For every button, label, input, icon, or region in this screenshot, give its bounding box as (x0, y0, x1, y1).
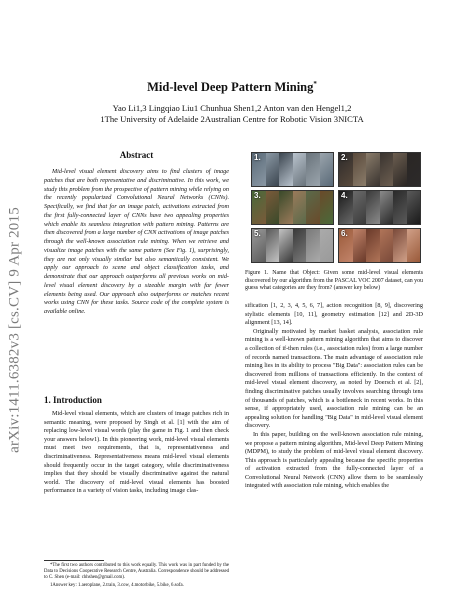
patch-image (306, 229, 320, 262)
patch-image (380, 153, 394, 186)
author-affiliations: 1The University of Adelaide 2Australian Centre for Robotic Vision 3NICTA (100, 114, 364, 124)
footnote-answer-key: 1Answer key: 1.aeroplane, 2.train, 3.cow, 4.motorbike, 5.bike, 6.sofa. (50, 582, 184, 588)
title-footnote-mark: * (313, 80, 317, 88)
patch-image (407, 153, 421, 186)
patch-image (266, 229, 280, 262)
patch-image (293, 229, 307, 262)
abstract-section (44, 150, 229, 317)
patch-image (279, 191, 293, 224)
panel-number: 1. (254, 153, 261, 162)
arxiv-id: arXiv:1411.6382v3 [cs.CV] 9 Apr 2015 (6, 207, 23, 453)
patch-image (393, 191, 407, 224)
right-paragraph: In this paper, building on the well-known association rule mining, we propose a pattern mining algorithm, Mid-level Deep Pattern Mining (MDPM), to study the problem of mid-level visual element discovery. This approach is particularly appealing because the specific properties of activation extracted from the fully-connected layer of a Convolutional Neural Network (CNN) allow them to be seamlessly integrated with association rule mining, which enables the (245, 430, 423, 490)
patch-image (393, 229, 407, 262)
figure-caption: Figure 1. Name that Object: Given some mid-level visual elements discovered by our algorithm from the PASCAL VOC 2007 dataset, can you guess what categories are they from? (answer key below) (245, 270, 423, 292)
intro-section (44, 410, 229, 496)
panel-number: 5. (254, 229, 261, 238)
patch-image (279, 229, 293, 262)
intro-heading: 1. Introduction (44, 395, 102, 405)
figure-1 (245, 150, 423, 266)
patch-image (366, 229, 380, 262)
intro-paragraph: Mid-level visual elements, which are clusters of image patches rich in semantic meaning, were proposed by Singh et al. [1] with the aim of replacing low-level visual words (play the game in Fig. 1 and then check your answers below1). In this pioneering work, mid-level visual elements must meet two requirements, that is, representativeness and discriminativeness. Representativeness means mid-level visual elements should frequently occur in the target category, while discriminativeness implies that they should be visually discriminative against the natural world. The discovery of mid-level visual elements has boosted performance in a variety of vision tasks, including image clas- (44, 410, 229, 495)
figure-panel (251, 152, 334, 187)
patch-image (320, 191, 334, 224)
right-column-body (245, 302, 423, 491)
patch-image (407, 229, 421, 262)
patch-image (393, 153, 407, 186)
patch-image (407, 191, 421, 224)
abstract-text: Mid-level visual element discovery aims to find clusters of image patches that are both representative and discriminative. In this work, we study this problem from the prospective of pattern mining while relying on the recently popularized Convolutional Neural Networks (CNNs). Specifically, we find that for an image patch, activations extracted from the first fully-connected layer of CNNs have two appealing properties which enable its seamless integration with pattern mining. Patterns are then discovered from a large number of CNN activations of image patches through the well-known association rule mining. When we retrieve and visualize image patches with the same pattern (See Fig. 1), surprisingly, they are not only visually similar but also semantically consistent. We apply our approach to scene and object classification tasks, and demonstrate that our approach outperforms all previous works on mid-level visual element discovery by a sizeable margin with far fewer elements being used. Our approach also outperforms or matches recent works using CNN for these tasks. Source code of the complete system is available online. (44, 168, 229, 315)
panel-number: 2. (341, 153, 348, 162)
author-names: Yao Li1,3 Lingqiao Liu1 Chunhua Shen1,2 Anton van den Hengel1,2 (112, 103, 352, 113)
figure-panel (338, 152, 421, 187)
patch-image (380, 191, 394, 224)
patch-image (366, 191, 380, 224)
panel-number: 6. (341, 229, 348, 238)
panel-number: 4. (341, 191, 348, 200)
patch-image (320, 153, 334, 186)
patch-image (266, 153, 280, 186)
patch-image (279, 153, 293, 186)
patch-image (266, 191, 280, 224)
paper-title: Mid-level Deep Pattern Mining (147, 80, 314, 95)
patch-image (380, 229, 394, 262)
arxiv-stamp (6, 150, 24, 510)
patch-image (353, 229, 367, 262)
author-block (0, 103, 464, 125)
figure-panel (251, 228, 334, 263)
figure-panel (338, 228, 421, 263)
figure-panel (251, 190, 334, 225)
panel-number: 3. (254, 191, 261, 200)
patch-image (306, 153, 320, 186)
figure-panel (338, 190, 421, 225)
patch-image (320, 229, 334, 262)
patch-image (293, 191, 307, 224)
footnote-rule (44, 560, 104, 561)
patch-image (366, 153, 380, 186)
right-paragraph: sification [1, 2, 3, 4, 5, 6, 7], action recognition [8, 9], discovering stylistic elements [10, 11], geometry estimation [12] and 2D-3D alignment [13, 14]. (245, 302, 423, 327)
patch-image (293, 153, 307, 186)
abstract-heading: Abstract (119, 150, 154, 160)
footnote-equal-contribution: *The first two authors contributed to this work equally. This work was in part funded by the Data to Decisions Cooperative Research Centre, Australia. Correspondence should be addressed to C. Shen (e-mail: chhshen@gmail.com). (44, 563, 229, 581)
patch-image (306, 191, 320, 224)
right-paragraph: Originally motivated by market basket analysis, association rule mining is a well-known pattern mining algorithm that aims to discover a collection of if-then rules (i.e., association rules) from a large number of records named transactions. The main advantage of association rule mining lies in its ability to process "Big Data": association rules can be discovered from millions of transactions efficiently. In the context of mid-level visual element discovery, as noted by Doersch et al. [2], finding discriminative patches usually involves searching through tens of thousands of patches, which is a bottleneck in recent works. In this sense, if appropriately used, association rule mining can be an appealing solution for handling "Big Data" in mid-level visual element discovery. (245, 327, 423, 430)
paper-title-block (0, 80, 464, 95)
patch-image (353, 153, 367, 186)
patch-image (353, 191, 367, 224)
footnotes (44, 563, 229, 590)
